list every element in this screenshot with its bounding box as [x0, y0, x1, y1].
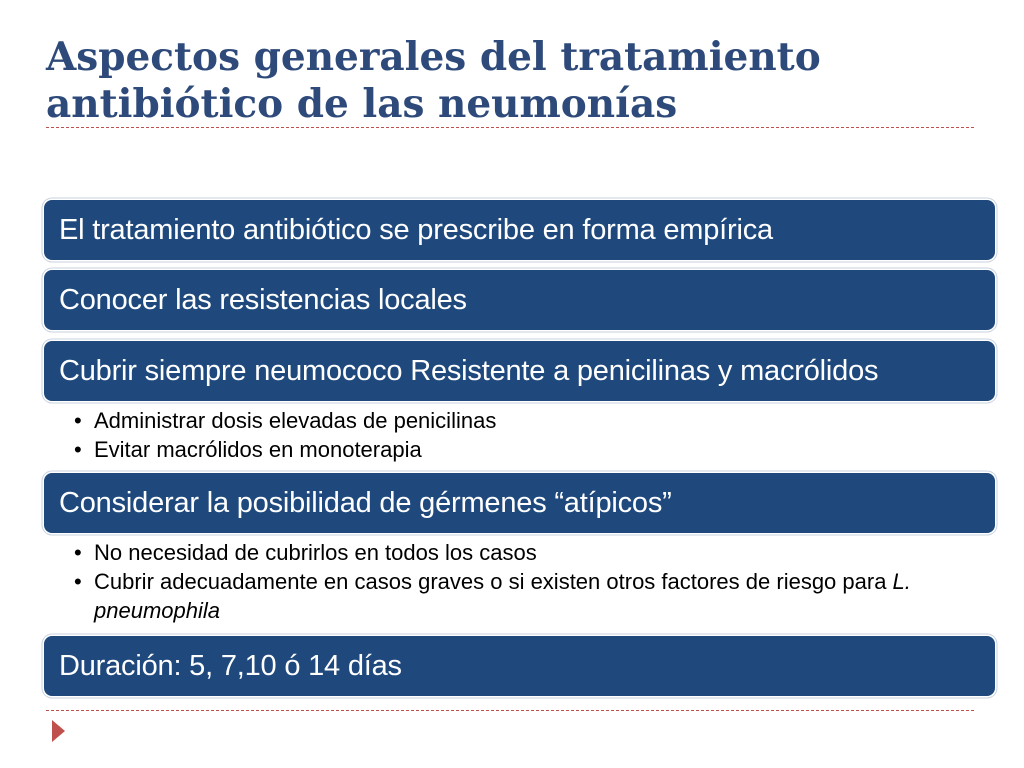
footer-divider — [46, 710, 974, 711]
bullet-item: • No necesidad de cubrirlos en todos los casos — [74, 538, 974, 567]
bullet-item: • Evitar macrólidos en monoterapia — [74, 435, 974, 464]
title-line-2: antibiótico de las neumonías — [46, 81, 678, 127]
slide-title — [46, 34, 986, 128]
title-line-1: Aspectos generales del tratamiento — [46, 34, 821, 80]
title-divider — [46, 127, 974, 128]
point-box-label: El tratamiento antibiótico se prescribe en forma empírica — [59, 214, 773, 246]
point-box-duration — [44, 636, 995, 696]
bullet-item — [74, 567, 974, 625]
bullet-item: • Administrar dosis elevadas de penicilinas — [74, 406, 974, 435]
triangle-arrow-icon — [52, 720, 65, 742]
point-box-label: Cubrir siempre neumococo Resistente a penicilinas y macrólidos — [59, 355, 879, 387]
point-box-empirical-treatment — [44, 200, 995, 260]
bullet-list-pneumococcus — [74, 406, 974, 464]
point-box-atypical-germs — [44, 473, 995, 533]
point-box-label: Conocer las resistencias locales — [59, 284, 467, 316]
point-box-local-resistance — [44, 270, 995, 330]
bullet-text: Cubrir adecuadamente en casos graves o si existen otros factores de riesgo para — [94, 569, 893, 594]
point-box-label: Duración: 5, 7,10 ó 14 días — [59, 650, 402, 682]
bullet-italic-species: L. pneumophila — [94, 569, 911, 623]
point-box-label: Considerar la posibilidad de gérmenes “atípicos” — [59, 487, 672, 519]
point-box-pneumococcus — [44, 341, 995, 401]
bullet-list-atypical — [74, 538, 974, 625]
